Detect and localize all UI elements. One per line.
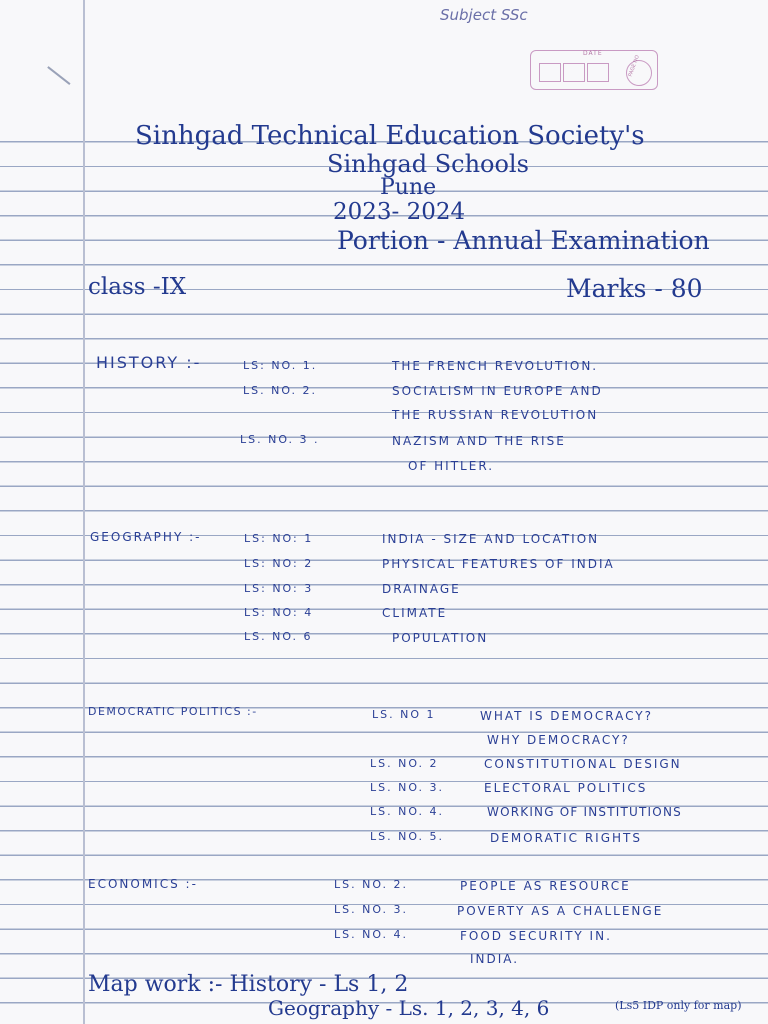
mapwork-geography: Geography - Ls. 1, 2, 3, 4, 6 [268,996,550,1020]
exam-portion-title: Portion - Annual Examination [337,226,710,255]
lesson-title: POVERTY AS A CHALLENGE [457,904,664,918]
lesson-title: SOCIALISM IN EUROPE AND [392,384,603,398]
city: Pune [380,175,437,200]
lesson-title: CLIMATE [382,606,448,620]
lesson-number: LS. NO. 4. [334,928,409,941]
academic-year: 2023- 2024 [333,199,466,225]
subject-label: Subject SSc [440,6,528,24]
lesson-title-continued: THE RUSSIAN REVOLUTION [392,408,599,422]
school-society-title: Sinhgad Technical Education Society's [135,121,645,151]
lesson-title: CONSTITUTIONAL DESIGN [484,757,682,771]
class-label: class -IX [88,274,187,300]
lesson-title: THE FRENCH REVOLUTION. [392,359,599,373]
margin-line [83,0,85,1024]
lesson-number: LS. NO. 3. [334,903,409,916]
lesson-title: POPULATION [392,631,489,645]
lesson-title: DEMORATIC RIGHTS [490,831,642,845]
mapwork-history: Map work :- History - Ls 1, 2 [88,972,409,997]
school-name: Sinhgad Schools [327,150,529,178]
page-no-label: PAGE NO [627,54,641,78]
mapwork-note: (Ls5 IDP only for map) [615,999,742,1012]
lesson-title-continued: WHY DEMOCRACY? [487,733,630,747]
lesson-number: LS. NO. 2 [370,757,439,770]
date-cell [587,63,609,82]
date-cell [539,63,561,82]
lesson-title-continued: INDIA. [470,952,520,966]
lesson-title: PHYSICAL FEATURES OF INDIA [382,557,615,571]
lesson-number: LS: NO: 3 [244,582,314,595]
lesson-title: WORKING OF INSTITUTIONS [487,805,682,819]
geography-heading: GEOGRAPHY :- [90,530,202,544]
lesson-title: INDIA - SIZE AND LOCATION [382,532,600,546]
lesson-number: LS. NO. 3 . [240,433,320,446]
date-cell [563,63,585,82]
politics-heading: DEMOCRATIC POLITICS :- [88,705,258,718]
lesson-number: LS. NO 1 [372,708,436,721]
lesson-title: NAZISM AND THE RISE [392,434,566,448]
marks-label: Marks - 80 [566,274,703,303]
lesson-title: DRAINAGE [382,582,461,596]
date-label: DATE [583,50,603,57]
lesson-number: LS: NO: 1 [244,532,314,545]
lesson-title: ELECTORAL POLITICS [484,781,648,795]
history-heading: HISTORY :- [96,353,202,372]
lesson-number: LS: NO. 1. [243,359,318,372]
lesson-title: PEOPLE AS RESOURCE [460,879,631,893]
lesson-title: FOOD SECURITY IN. [460,929,612,943]
lesson-title-continued: OF HITLER. [408,459,495,473]
lesson-number: LS. NO. 4. [370,805,445,818]
lesson-number: LS: NO: 4 [244,606,314,619]
lesson-number: LS. NO. 3. [370,781,445,794]
lesson-title: WHAT IS DEMOCRACY? [480,709,653,723]
economics-heading: ECONOMICS :- [88,877,198,891]
lesson-number: LS. NO. 2. [334,878,409,891]
lesson-number: LS. NO. 5. [370,830,445,843]
lesson-number: LS. NO. 2. [243,384,318,397]
lesson-number: LS. NO. 6 [244,630,313,643]
lesson-number: LS: NO: 2 [244,557,314,570]
date-stamp-box [530,50,658,90]
